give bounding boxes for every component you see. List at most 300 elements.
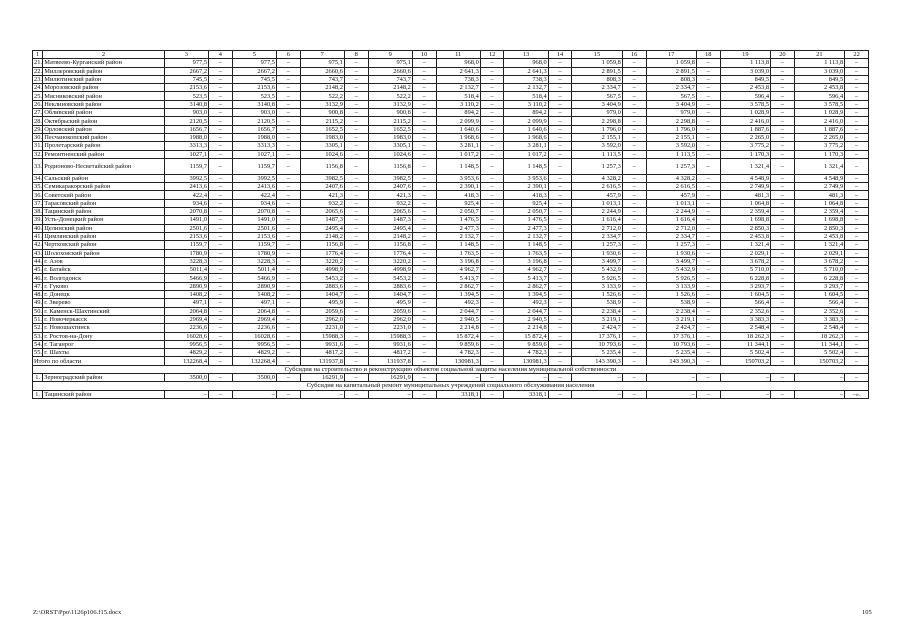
table-cell: – <box>696 249 720 257</box>
table-cell: – <box>344 158 368 174</box>
column-number: 22 <box>845 51 869 59</box>
table-cell: – <box>344 299 368 307</box>
table-cell: 1 640,6 <box>504 125 548 133</box>
table-row <box>33 257 869 265</box>
table-cell: – <box>622 75 646 83</box>
table-cell: 1 113,8 <box>720 59 770 67</box>
table-cell: 743,7 <box>368 75 412 83</box>
table-cell: – <box>209 257 233 265</box>
table-cell: 2 862,7 <box>436 282 480 290</box>
table-cell: 2 265,0 <box>794 133 844 141</box>
row-number: 34. <box>34 175 42 182</box>
table-cell: – <box>771 257 795 265</box>
table-cell: – <box>771 84 795 92</box>
table-cell: – <box>344 340 368 348</box>
table-cell: – <box>480 67 504 75</box>
table-cell: – <box>209 67 233 75</box>
table-cell: – <box>771 232 795 240</box>
row-number: 1. <box>33 373 43 381</box>
table-cell: – <box>696 125 720 133</box>
table-cell: – <box>845 199 869 207</box>
table-cell: 900,8 <box>368 109 412 117</box>
table-cell: – <box>771 357 795 365</box>
row-name: г. Батайск <box>43 266 164 274</box>
table-cell: – <box>276 174 300 182</box>
table-cell: 1024,6 <box>300 150 344 158</box>
table-cell: 15988,3 <box>300 332 344 340</box>
table-cell: – <box>276 92 300 100</box>
table-cell: – <box>548 299 572 307</box>
row-number: 1. <box>33 390 43 398</box>
table-cell: – <box>276 142 300 150</box>
table-cell: 2065,6 <box>300 208 344 216</box>
table-cell: 3 592,0 <box>572 142 622 150</box>
table-cell: 2962,0 <box>300 315 344 323</box>
table-cell: 421,3 <box>300 191 344 199</box>
row-label: Итого по области <box>33 357 165 365</box>
row-name: г. Зверево <box>43 299 164 307</box>
row-name: г. Новошахтинск <box>43 324 164 332</box>
table-cell: 3 383,3 <box>794 315 844 323</box>
table-cell: – <box>276 84 300 92</box>
table-cell: – <box>276 150 300 158</box>
table-cell: 2 155,1 <box>646 133 696 141</box>
table-cell: 3 953,6 <box>504 174 548 182</box>
table-row <box>33 191 869 199</box>
table-cell: – <box>276 257 300 265</box>
row-number: 38. <box>34 208 42 216</box>
table-cell: 5 235,4 <box>646 349 696 357</box>
table-cell: 743,7 <box>300 75 344 83</box>
table-cell: 2 029,1 <box>794 249 844 257</box>
table-cell: 2 862,7 <box>504 282 548 290</box>
table-cell: 2153,6 <box>232 232 276 240</box>
table-cell: – <box>696 174 720 182</box>
table-cell: – <box>209 75 233 83</box>
table-cell: – <box>845 183 869 191</box>
table-cell: – <box>771 183 795 191</box>
column-number: 5 <box>232 51 276 59</box>
row-name: Миллеровский район <box>43 67 164 75</box>
table-cell: 4 782,3 <box>436 349 480 357</box>
table-cell: 2148,2 <box>300 232 344 240</box>
table-cell: 3992,5 <box>232 174 276 182</box>
table-cell: – <box>622 150 646 158</box>
row-name: Тарасовский район <box>43 199 164 207</box>
row-name: г. Каменск-Шахтинский <box>43 307 164 315</box>
table-cell: – <box>480 299 504 307</box>
table-cell: – <box>771 174 795 182</box>
table-cell: – <box>344 174 368 182</box>
table-row <box>33 390 869 398</box>
table-cell: – <box>209 357 233 365</box>
table-row <box>33 150 869 158</box>
table-cell: – <box>845 84 869 92</box>
column-number: 8 <box>344 51 368 59</box>
table-cell: – <box>646 373 696 381</box>
table-cell: – <box>412 274 436 282</box>
table-cell: 2890,9 <box>164 282 208 290</box>
table-cell: 2 050,7 <box>504 208 548 216</box>
table-cell: – <box>480 191 504 199</box>
table-cell: 3 404,9 <box>646 100 696 108</box>
table-cell: 2 390,1 <box>436 183 480 191</box>
table-cell: – <box>771 191 795 199</box>
table-cell: 1 148,5 <box>436 241 480 249</box>
row-number: 24. <box>34 84 42 92</box>
table-cell: 4829,2 <box>164 349 208 357</box>
table-cell: – <box>412 75 436 83</box>
table-cell: 2 352,6 <box>720 307 770 315</box>
table-cell: – <box>480 117 504 125</box>
table-cell: – <box>845 75 869 83</box>
table-cell: 1408,2 <box>232 291 276 299</box>
row-name: г. Волгодонск <box>43 274 164 282</box>
table-cell: 2120,5 <box>164 117 208 125</box>
table-row <box>33 241 869 249</box>
row-name: Октябрьский район <box>43 117 164 125</box>
budget-table <box>32 50 869 399</box>
table-cell: – <box>412 324 436 332</box>
table-cell: 808,3 <box>572 75 622 83</box>
row-name: Тацинский район <box>43 208 164 216</box>
table-cell: – <box>344 92 368 100</box>
table-cell: – <box>845 340 869 348</box>
table-cell: – <box>209 274 233 282</box>
table-cell: – <box>276 299 300 307</box>
table-cell: – <box>480 390 504 398</box>
table-cell: 849,5 <box>720 75 770 83</box>
table-cell: – <box>696 133 720 141</box>
table-cell: 1 476,5 <box>436 216 480 224</box>
table-cell: 977,5 <box>164 59 208 67</box>
table-cell: 2413,6 <box>232 183 276 191</box>
table-cell: 10 793,6 <box>646 340 696 348</box>
table-row <box>33 67 869 75</box>
table-row <box>33 125 869 133</box>
table-row <box>33 266 869 274</box>
table-cell: – <box>276 282 300 290</box>
table-cell: – <box>344 282 368 290</box>
table-cell: 566,4 <box>720 299 770 307</box>
table-cell: 2667,2 <box>164 67 208 75</box>
table-cell: 2 477,3 <box>436 224 480 232</box>
table-cell: – <box>276 249 300 257</box>
table-cell: 1024,6 <box>368 150 412 158</box>
table-cell: – <box>480 274 504 282</box>
table-row <box>33 282 869 290</box>
table-row <box>33 75 869 83</box>
table-cell: – <box>412 150 436 158</box>
table-cell: – <box>622 208 646 216</box>
table-cell: 2667,2 <box>232 67 276 75</box>
table-cell: 2236,6 <box>232 324 276 332</box>
table-cell: 422,4 <box>232 191 276 199</box>
table-cell: 2 214,8 <box>504 324 548 332</box>
table-cell: – <box>696 315 720 323</box>
row-name: Семикаракорский район <box>43 183 164 191</box>
table-cell: – <box>548 390 572 398</box>
table-cell: – <box>209 183 233 191</box>
table-cell: – <box>480 315 504 323</box>
table-cell: 1 257,3 <box>572 158 622 174</box>
table-row <box>33 232 869 240</box>
table-cell: 1 526,6 <box>572 291 622 299</box>
table-row <box>33 349 869 357</box>
table-cell: 5466,9 <box>232 274 276 282</box>
table-cell: 16028,6 <box>232 332 276 340</box>
table-cell: 17 376,1 <box>646 332 696 340</box>
column-number: 7 <box>300 51 344 59</box>
table-cell: 2 477,3 <box>504 224 548 232</box>
table-cell: 2148,2 <box>300 84 344 92</box>
table-cell: – <box>622 249 646 257</box>
table-row <box>33 183 869 191</box>
table-cell: 2153,6 <box>164 232 208 240</box>
table-cell: 2883,6 <box>368 282 412 290</box>
row-number: 32. <box>34 150 42 158</box>
table-cell: – <box>209 332 233 340</box>
table-cell: 2 238,4 <box>572 307 622 315</box>
table-cell: – <box>276 324 300 332</box>
table-cell: 10 793,6 <box>572 340 622 348</box>
row-number: 48. <box>34 291 42 299</box>
table-cell: 522,2 <box>368 92 412 100</box>
row-name: Советский район <box>43 191 164 199</box>
row-number: 44. <box>34 257 42 265</box>
table-cell: 975,1 <box>300 59 344 67</box>
table-cell: – <box>771 142 795 150</box>
table-cell: 4 548,9 <box>720 174 770 182</box>
table-cell: – <box>622 357 646 365</box>
table-cell: 2 416,0 <box>720 117 770 125</box>
row-number: 49. <box>34 299 42 307</box>
table-cell: – <box>696 241 720 249</box>
table-cell: – <box>845 299 869 307</box>
table-cell: 968,0 <box>436 59 480 67</box>
table-cell: – <box>696 208 720 216</box>
table-cell: 3 578,5 <box>720 100 770 108</box>
table-cell: 1 604,5 <box>720 291 770 299</box>
table-cell: – <box>622 282 646 290</box>
table-cell: 1 321,4 <box>794 158 844 174</box>
table-cell: – <box>622 191 646 199</box>
table-cell: – <box>622 349 646 357</box>
table-cell: 1988,0 <box>164 133 208 141</box>
table-cell: – <box>412 199 436 207</box>
table-cell: 2236,6 <box>164 324 208 332</box>
table-cell: 5453,2 <box>368 274 412 282</box>
table-cell: 2 132,7 <box>504 84 548 92</box>
table-cell: – <box>548 75 572 83</box>
table-cell: 2 424,7 <box>572 324 622 332</box>
table-cell: 2 641,3 <box>504 67 548 75</box>
table-row <box>33 324 869 332</box>
row-name: Обливский район <box>43 109 164 117</box>
table-cell: 2231,0 <box>368 324 412 332</box>
table-cell: 3 219,1 <box>646 315 696 323</box>
table-cell: – <box>232 390 276 398</box>
column-number: 11 <box>436 51 480 59</box>
table-cell: – <box>622 174 646 182</box>
table-cell: – <box>572 373 622 381</box>
table-cell: – <box>276 158 300 174</box>
table-cell: 15 872,4 <box>436 332 480 340</box>
table-cell: – <box>412 241 436 249</box>
table-cell: 492,3 <box>436 299 480 307</box>
table-cell: 1656,7 <box>164 125 208 133</box>
table-cell: – <box>696 100 720 108</box>
table-cell: 16291,9 <box>368 373 412 381</box>
table-cell: – <box>622 232 646 240</box>
table-cell: 3 678,2 <box>720 257 770 265</box>
table-cell: – <box>771 100 795 108</box>
table-cell: 3 404,9 <box>572 100 622 108</box>
row-name: Чертковский район <box>43 241 164 249</box>
table-cell: 2 453,8 <box>720 232 770 240</box>
table-cell: – <box>344 249 368 257</box>
row-number: 55. <box>34 349 42 357</box>
table-cell: – <box>696 291 720 299</box>
table-cell: 3 775,2 <box>720 142 770 150</box>
table-cell: – <box>548 216 572 224</box>
table-cell: – <box>344 75 368 83</box>
table-cell: – <box>480 232 504 240</box>
table-cell: – <box>794 373 844 381</box>
table-cell: 1 064,8 <box>720 199 770 207</box>
table-cell: 1 170,3 <box>794 150 844 158</box>
table-cell: – <box>622 332 646 340</box>
column-number: 3 <box>164 51 208 59</box>
table-cell: – <box>209 208 233 216</box>
table-cell: 3 133,9 <box>646 282 696 290</box>
table-cell: 18 262,3 <box>720 332 770 340</box>
table-cell: 2 548,4 <box>794 324 844 332</box>
table-cell: 4829,2 <box>232 349 276 357</box>
table-cell: 131937,8 <box>300 357 344 365</box>
table-cell: – <box>696 109 720 117</box>
table-cell: – <box>845 133 869 141</box>
table-cell: – <box>412 249 436 257</box>
table-cell: 2059,6 <box>368 307 412 315</box>
table-cell: 2969,4 <box>164 315 208 323</box>
table-cell: 1 887,6 <box>720 125 770 133</box>
table-cell: – <box>436 373 480 381</box>
table-cell: 2065,6 <box>368 208 412 216</box>
table-cell: – <box>845 349 869 357</box>
table-cell: 1 257,3 <box>646 158 696 174</box>
table-cell: – <box>548 307 572 315</box>
table-cell: – <box>412 183 436 191</box>
table-cell: – <box>209 100 233 108</box>
table-cell: – <box>480 142 504 150</box>
table-row <box>33 332 869 340</box>
table-cell: 2 453,8 <box>720 84 770 92</box>
table-cell: 5 926,5 <box>646 274 696 282</box>
table-cell: – <box>300 390 344 398</box>
table-cell: – <box>412 142 436 150</box>
table-cell: 2148,2 <box>368 84 412 92</box>
table-cell: 2 416,0 <box>794 117 844 125</box>
table-cell: 3 039,0 <box>720 67 770 75</box>
table-cell: 132268,4 <box>164 357 208 365</box>
table-cell: – <box>412 257 436 265</box>
table-cell: – <box>344 59 368 67</box>
table-cell: – <box>412 59 436 67</box>
table-cell: – <box>548 174 572 182</box>
table-cell: – <box>548 224 572 232</box>
table-cell: 2 334,7 <box>646 84 696 92</box>
table-cell: 738,3 <box>504 75 548 83</box>
table-cell: – <box>480 349 504 357</box>
table-cell: – <box>845 249 869 257</box>
table-cell: 2 424,7 <box>646 324 696 332</box>
table-cell: – <box>480 150 504 158</box>
table-cell: 2 132,7 <box>436 84 480 92</box>
table-cell: 522,2 <box>300 92 344 100</box>
table-cell: – <box>771 266 795 274</box>
table-cell: 2 712,0 <box>572 224 622 232</box>
table-cell: 3305,1 <box>300 142 344 150</box>
row-number: 51. <box>34 316 42 324</box>
row-number: 41. <box>34 233 42 241</box>
table-cell: – <box>696 282 720 290</box>
table-cell: – <box>276 75 300 83</box>
table-cell: – <box>771 117 795 125</box>
table-cell: 2 891,5 <box>572 67 622 75</box>
table-cell: – <box>480 373 504 381</box>
row-name: Тацинский район <box>43 390 164 398</box>
table-cell: – <box>480 266 504 274</box>
table-cell: 5466,9 <box>164 274 208 282</box>
table-cell: – <box>548 183 572 191</box>
table-cell: – <box>209 241 233 249</box>
table-cell: – <box>771 324 795 332</box>
table-cell: – <box>209 174 233 182</box>
table-cell: – <box>696 59 720 67</box>
table-cell: 2064,8 <box>164 307 208 315</box>
table-cell: 849,5 <box>794 75 844 83</box>
table-cell: – <box>771 199 795 207</box>
table-cell: – <box>548 274 572 282</box>
table-cell: 2 453,8 <box>794 232 844 240</box>
table-cell: – <box>276 349 300 357</box>
table-cell: – <box>794 390 844 398</box>
table-cell: 3 110,2 <box>436 100 480 108</box>
table-cell: – <box>209 59 233 67</box>
table-cell: – <box>412 390 436 398</box>
row-name: Сальский район <box>43 174 164 182</box>
table-cell: 1 640,6 <box>436 125 480 133</box>
table-cell: – <box>276 332 300 340</box>
table-cell: – <box>845 257 869 265</box>
table-row <box>33 274 869 282</box>
table-cell: – <box>480 133 504 141</box>
table-cell: – <box>696 92 720 100</box>
table-cell: – <box>548 142 572 150</box>
table-cell: 523,5 <box>232 92 276 100</box>
table-cell: 1487,3 <box>368 216 412 224</box>
table-row <box>33 133 869 141</box>
table-cell: – <box>548 59 572 67</box>
table-cell: 3 293,7 <box>720 282 770 290</box>
table-cell: 1156,8 <box>368 241 412 249</box>
column-number: 13 <box>504 51 548 59</box>
table-cell: 932,2 <box>368 199 412 207</box>
table-cell: 934,6 <box>164 199 208 207</box>
table-cell: – <box>209 349 233 357</box>
table-cell: 925,4 <box>436 199 480 207</box>
